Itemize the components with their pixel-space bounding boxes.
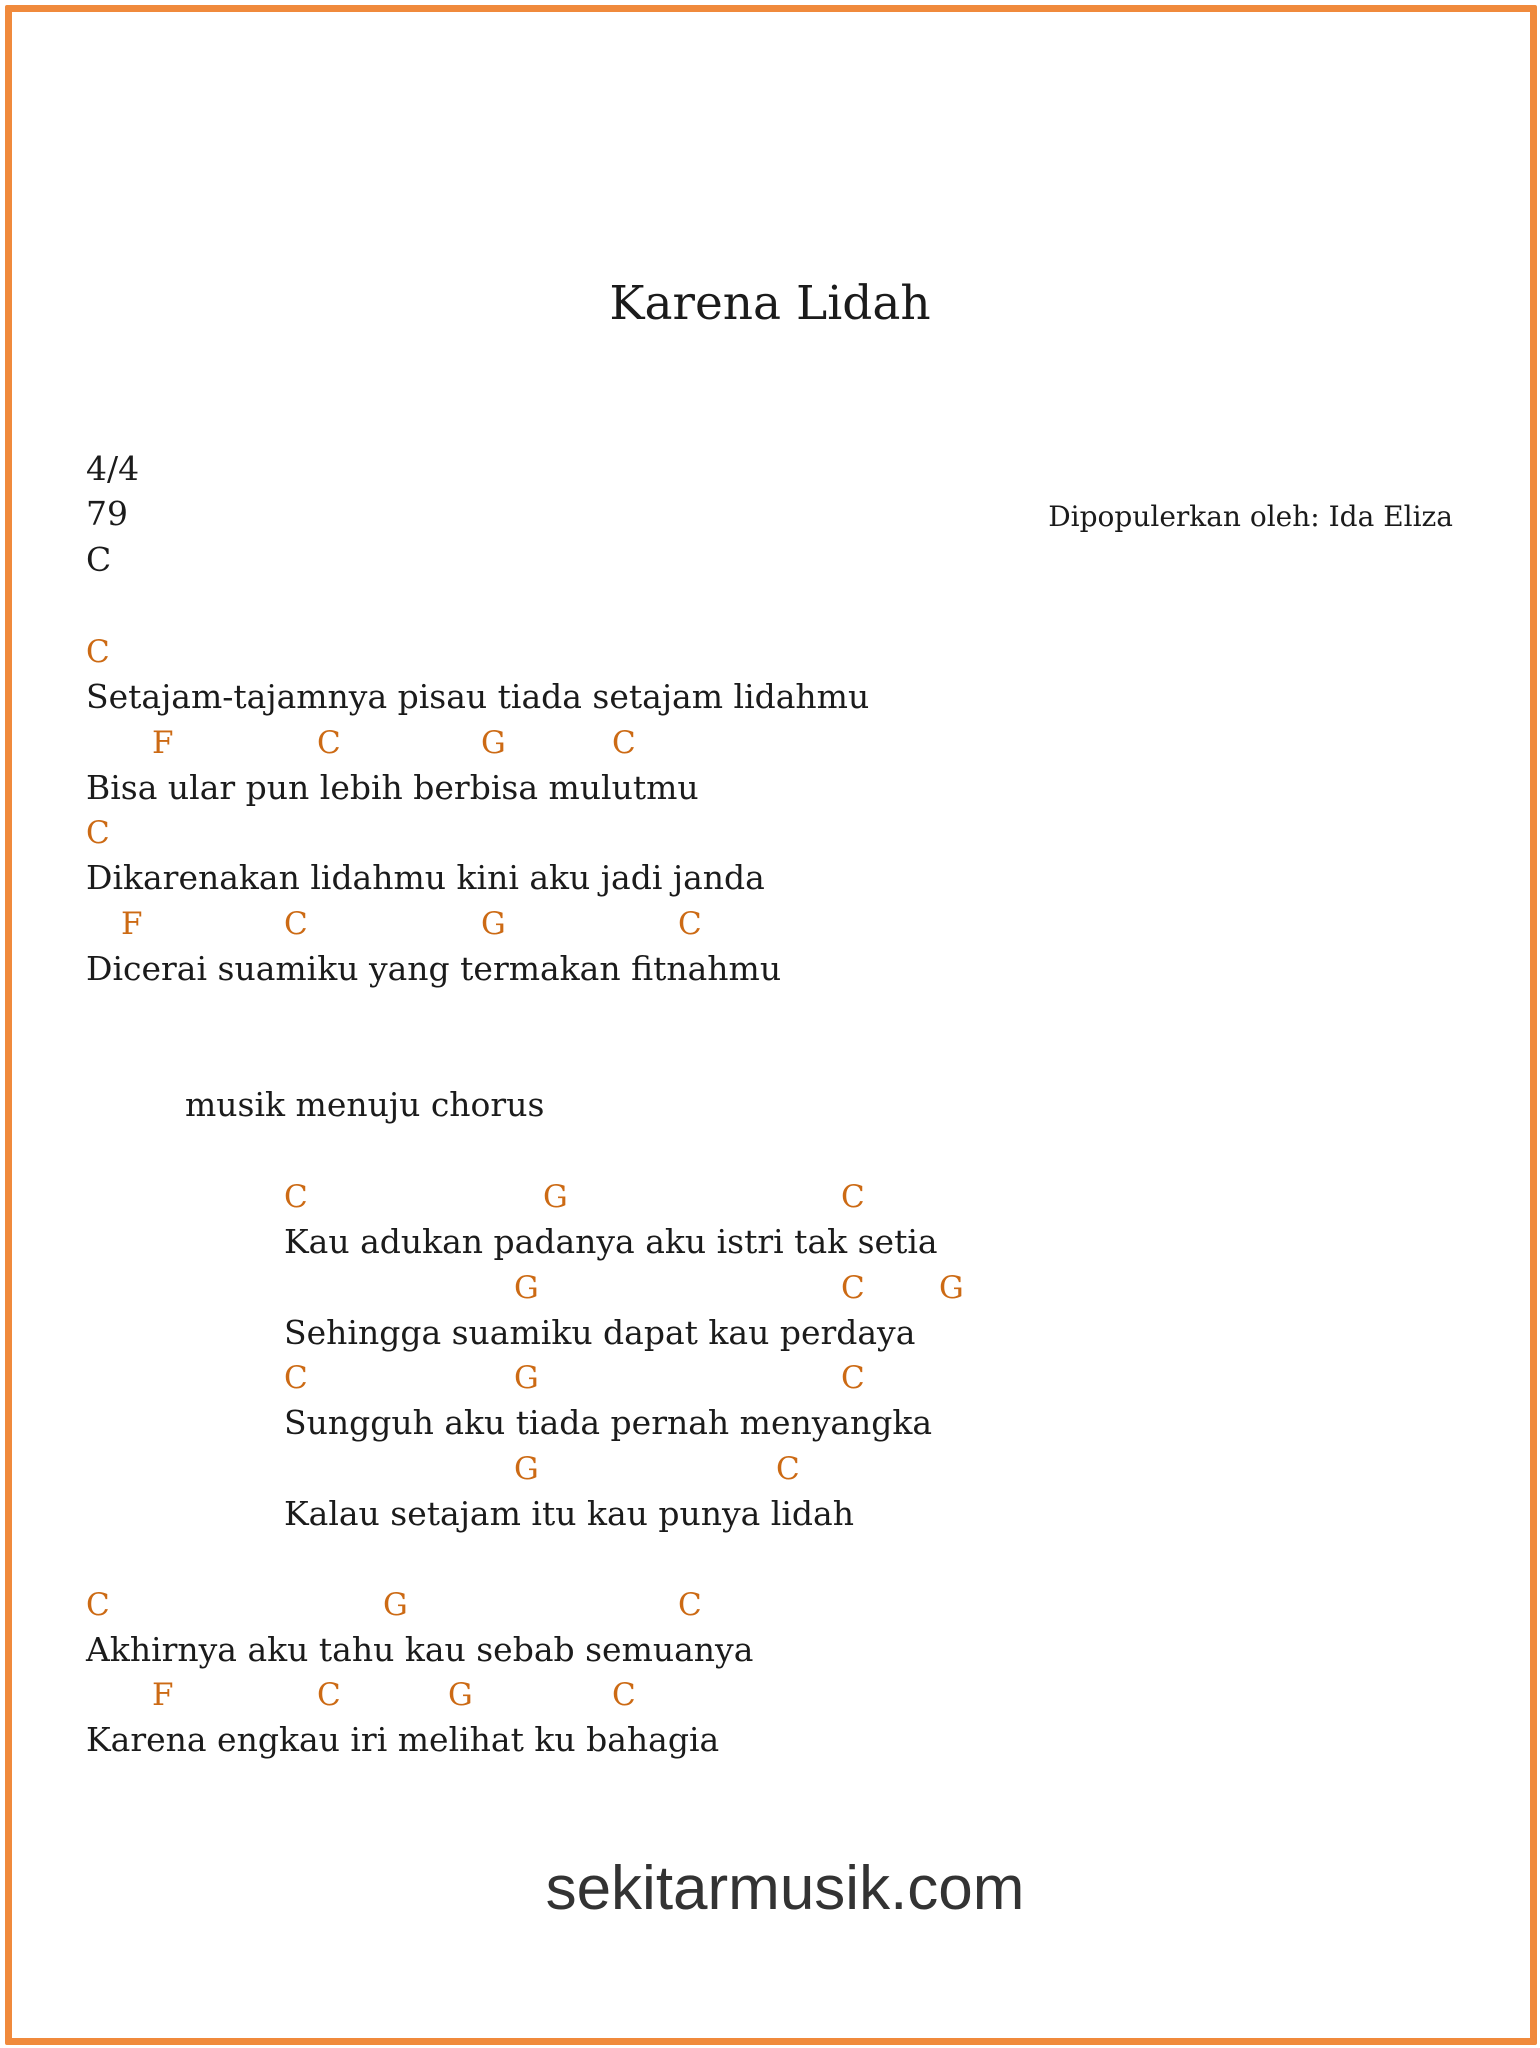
lyric-line: Karena engkau iri melihat ku bahagia	[86, 1720, 720, 1759]
lyric-line: Sungguh aku tiada pernah menyangka	[284, 1403, 933, 1442]
chord: G	[481, 725, 506, 761]
lyric-line: Kalau setajam itu kau punya lidah	[284, 1494, 854, 1533]
time-signature: 4/4	[86, 449, 140, 488]
chord: C	[678, 1587, 702, 1623]
chord: C	[86, 634, 110, 670]
chord: F	[152, 725, 174, 761]
chord: C	[841, 1360, 865, 1396]
lyric-line: Akhirnya aku tahu kau sebab semuanya	[86, 1630, 754, 1669]
chord: C	[317, 725, 341, 761]
chord: C	[317, 1677, 341, 1713]
lyric-line: Kau adukan padanya aku istri tak setia	[284, 1222, 938, 1261]
website-watermark: sekitarmusik.com	[545, 1854, 1025, 1923]
chord: C	[284, 906, 308, 942]
chord: C	[776, 1451, 800, 1487]
chord: C	[841, 1270, 865, 1306]
chord: G	[514, 1451, 539, 1487]
performer-credit: Dipopulerkan oleh: Ida Eliza	[1048, 500, 1453, 533]
chord: C	[612, 1677, 636, 1713]
interlude-note: musik menuju chorus	[185, 1085, 545, 1124]
chord: C	[678, 906, 702, 942]
lyric-line: Sehingga suamiku dapat kau perdaya	[284, 1313, 916, 1352]
lyric-line: Setajam-tajamnya pisau tiada setajam lidahmu	[86, 677, 870, 716]
tempo: 79	[86, 494, 128, 533]
chord: C	[86, 1587, 110, 1623]
key: C	[86, 540, 112, 579]
chord: G	[543, 1179, 568, 1215]
chord: C	[284, 1179, 308, 1215]
chord: C	[612, 725, 636, 761]
chord: G	[514, 1360, 539, 1396]
chord: C	[841, 1179, 865, 1215]
lyric-line: Dikarenakan lidahmu kini aku jadi janda	[86, 858, 765, 897]
chord: F	[152, 1677, 174, 1713]
chord: G	[448, 1677, 473, 1713]
chord: F	[121, 906, 143, 942]
chord: G	[481, 906, 506, 942]
chord: G	[514, 1270, 539, 1306]
lyric-line: Bisa ular pun lebih berbisa mulutmu	[86, 768, 699, 807]
song-title: Karena Lidah	[609, 276, 931, 331]
lyric-line: Dicerai suamiku yang termakan fitnahmu	[86, 949, 782, 988]
chord: C	[86, 815, 110, 851]
chord: G	[383, 1587, 408, 1623]
chord: G	[939, 1270, 964, 1306]
chord: C	[284, 1360, 308, 1396]
